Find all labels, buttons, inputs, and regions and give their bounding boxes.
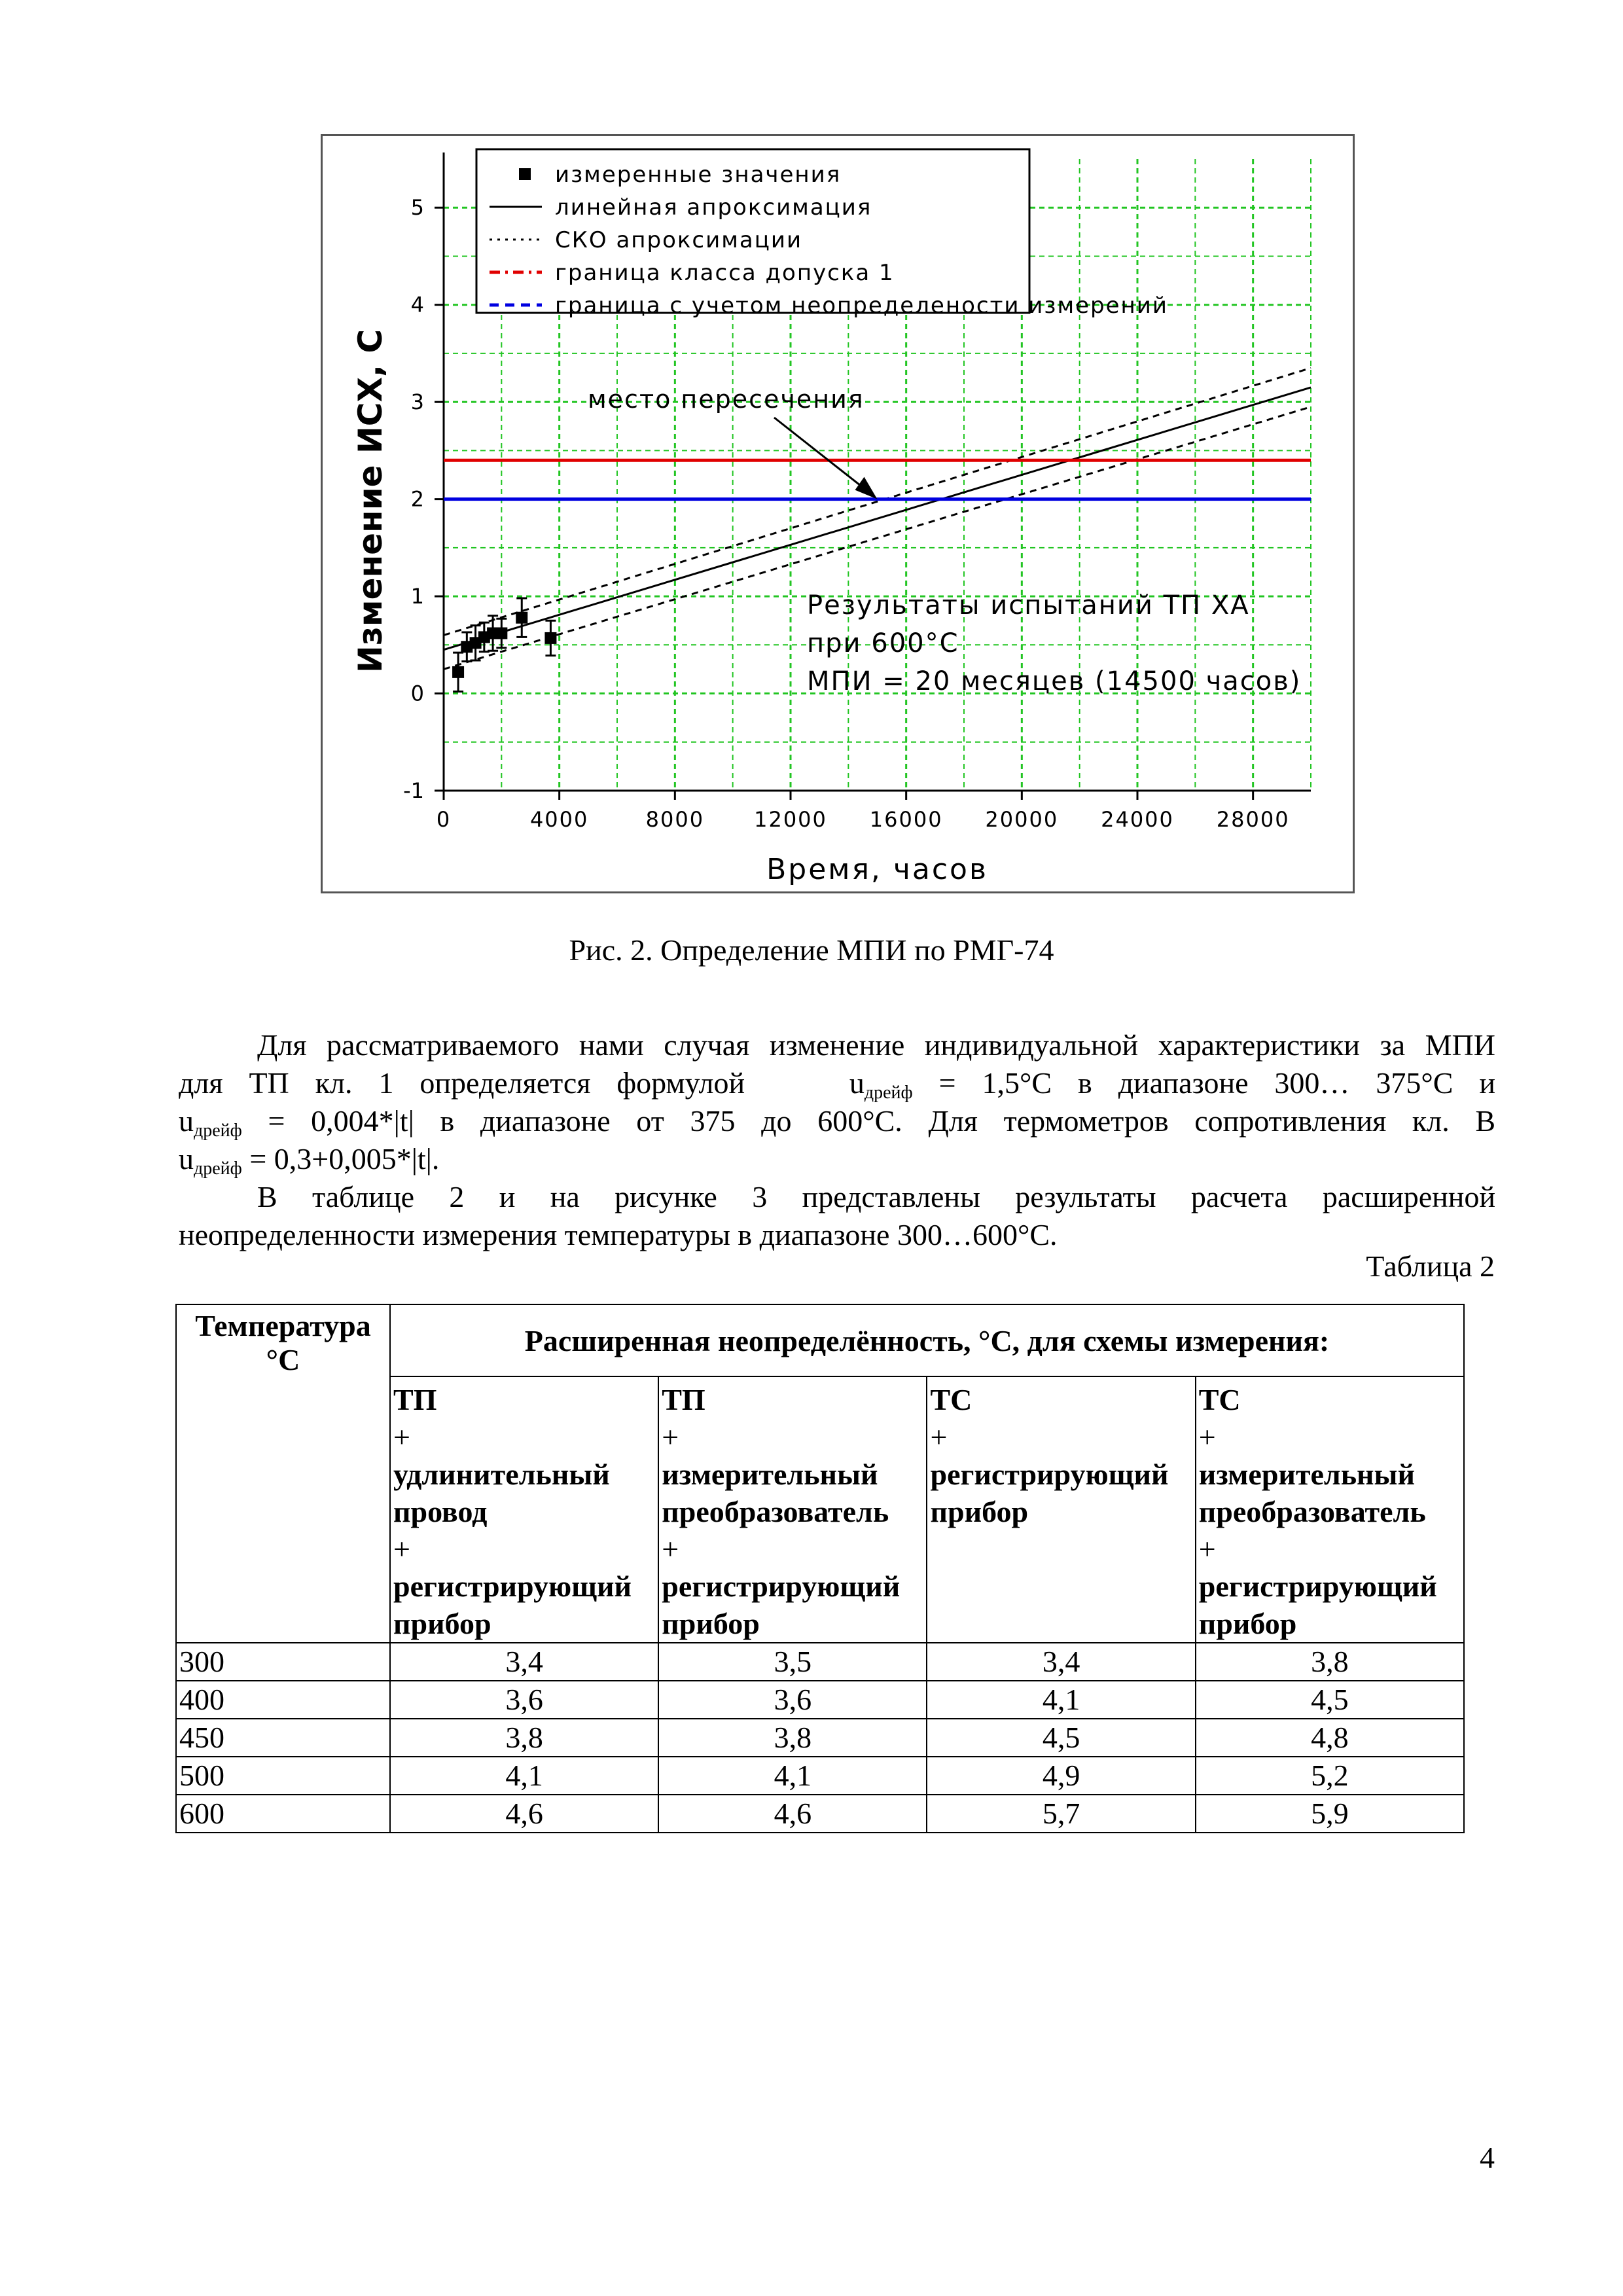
scheme-header-4 bbox=[1196, 1376, 1464, 1643]
scheme-line: регистрирующий bbox=[662, 1570, 901, 1603]
scheme-line: + bbox=[393, 1532, 410, 1566]
scheme-line: регистрирующий bbox=[393, 1570, 632, 1603]
table-row bbox=[176, 1795, 1464, 1833]
table-row bbox=[176, 1681, 1464, 1719]
data-point bbox=[495, 627, 507, 639]
x-tick-label: 28000 bbox=[1216, 807, 1290, 832]
scheme-header-1 bbox=[390, 1376, 658, 1643]
value-cell: 3,4 bbox=[927, 1643, 1195, 1681]
y-tick-label: 3 bbox=[410, 389, 424, 415]
data-point bbox=[516, 612, 527, 624]
scheme-line: регистрирующий bbox=[930, 1458, 1169, 1491]
value-cell: 4,1 bbox=[927, 1681, 1195, 1719]
legend-label: измеренные значения bbox=[555, 162, 842, 188]
temperature-cell: 500 bbox=[176, 1757, 390, 1795]
scheme-line: + bbox=[1198, 1532, 1216, 1566]
figure-caption: Рис. 2. Определение МПИ по РМГ-74 bbox=[569, 933, 1054, 967]
data-point bbox=[544, 632, 556, 644]
temperature-cell: 600 bbox=[176, 1795, 390, 1833]
legend-marker-square bbox=[519, 168, 531, 180]
paragraph-1-line-3: $u_{дрейф} = 0,004*|t|$ в диапазоне от 375 до 600°С. Для термометров сопротивления кл. В bbox=[179, 1104, 1496, 1141]
value-cell: 4,5 bbox=[1196, 1681, 1464, 1719]
intersection-label: место пересечения bbox=[588, 385, 865, 414]
uncertainty-table bbox=[175, 1304, 1465, 1833]
y-axis-label: Изменение ИСХ, С bbox=[351, 329, 389, 673]
value-cell: 4,5 bbox=[927, 1719, 1195, 1757]
scheme-header-2 bbox=[658, 1376, 927, 1643]
scheme-line: + bbox=[930, 1420, 948, 1454]
y-tick-label: 4 bbox=[410, 292, 424, 317]
value-cell: 3,4 bbox=[390, 1643, 658, 1681]
y-tick-label: 5 bbox=[410, 195, 424, 221]
x-axis-label: Время, часов bbox=[766, 853, 988, 886]
value-cell: 3,8 bbox=[1196, 1643, 1464, 1681]
scheme-line: + bbox=[393, 1420, 410, 1454]
result-annotation-line: МПИ = 20 месяцев (14500 часов) bbox=[807, 666, 1302, 696]
legend-label: граница с учетом неопределеноcти измерений bbox=[555, 293, 1168, 319]
legend-label: СКО апроксимации bbox=[555, 227, 803, 253]
scheme-line: ТС bbox=[1198, 1383, 1241, 1416]
x-tick-label: 0 bbox=[436, 807, 452, 832]
scheme-line: преобразователь bbox=[662, 1495, 889, 1528]
paragraph-1-line-2: для ТП кл. 1 определяется формулой $u_{дрейф} = 1,5^\circ С$ в диапазоне 300… 375°С и bbox=[179, 1066, 1495, 1103]
scheme-line: регистрирующий bbox=[1198, 1570, 1437, 1603]
y-tick-label: 0 bbox=[410, 681, 424, 706]
table-row bbox=[176, 1643, 1464, 1681]
paragraph-2-line-2: неопределенности измерения температуры в диапазоне 300…600°С. bbox=[179, 1218, 1058, 1251]
header-expanded-uncertainty: Расширенная неопределённость, °С, для схемы измерения: bbox=[390, 1304, 1464, 1376]
header-temperature: Температура °С bbox=[176, 1304, 390, 1643]
scheme-line: прибор bbox=[930, 1495, 1029, 1528]
legend-label: линейная апроксимация bbox=[555, 194, 872, 221]
result-annotation-line: при 600°С bbox=[807, 628, 959, 658]
scheme-line: преобразователь bbox=[1198, 1495, 1426, 1528]
table-row bbox=[176, 1719, 1464, 1757]
legend-label: граница класса допуска 1 bbox=[555, 260, 895, 286]
value-cell: 3,6 bbox=[658, 1681, 927, 1719]
intersection-arrow-shaft bbox=[774, 418, 870, 493]
table-header-row bbox=[176, 1304, 1464, 1376]
scheme-line: измерительный bbox=[662, 1458, 878, 1491]
paragraph-1-line-1: Для рассматриваемого нами случая изменение индивидуальной характеристики за МПИ bbox=[257, 1028, 1495, 1062]
value-cell: 4,8 bbox=[1196, 1719, 1464, 1757]
scheme-line: провод bbox=[393, 1495, 488, 1528]
temperature-cell: 450 bbox=[176, 1719, 390, 1757]
value-cell: 4,6 bbox=[390, 1795, 658, 1833]
scheme-line: прибор bbox=[1198, 1607, 1297, 1640]
x-tick-label: 24000 bbox=[1101, 807, 1174, 832]
intersection-arrowhead bbox=[855, 477, 878, 499]
value-cell: 3,8 bbox=[390, 1719, 658, 1757]
temperature-cell: 400 bbox=[176, 1681, 390, 1719]
scheme-line: прибор bbox=[662, 1607, 760, 1640]
temperature-cell: 300 bbox=[176, 1643, 390, 1681]
figure-chart bbox=[321, 134, 1355, 893]
scheme-line: ТП bbox=[662, 1383, 705, 1416]
x-tick-label: 8000 bbox=[645, 807, 705, 832]
paragraph-1-line-4: $u_{дрейф} = 0,3+0,005*|t|$. bbox=[179, 1142, 440, 1179]
scheme-line: прибор bbox=[393, 1607, 491, 1640]
scheme-line: + bbox=[662, 1420, 679, 1454]
result-annotation-line: Результаты испытаний ТП ХА bbox=[807, 590, 1250, 620]
x-tick-label: 16000 bbox=[869, 807, 943, 832]
paragraph-2-line-1: В таблице 2 и на рисунке 3 представлены результаты расчета расширенной bbox=[257, 1180, 1495, 1213]
y-tick-label: 2 bbox=[410, 486, 424, 512]
y-tick-label: -1 bbox=[403, 778, 424, 803]
scheme-line: удлинительный bbox=[393, 1458, 610, 1491]
value-cell: 5,9 bbox=[1196, 1795, 1464, 1833]
value-cell: 3,5 bbox=[658, 1643, 927, 1681]
data-point bbox=[452, 666, 464, 678]
scheme-line: + bbox=[1198, 1420, 1216, 1454]
value-cell: 4,1 bbox=[658, 1757, 927, 1795]
x-tick-label: 12000 bbox=[754, 807, 827, 832]
x-tick-label: 20000 bbox=[985, 807, 1059, 832]
scheme-line: ТС bbox=[930, 1383, 972, 1416]
value-cell: 4,6 bbox=[658, 1795, 927, 1833]
table-label: Таблица 2 bbox=[1366, 1249, 1495, 1283]
chart-svg bbox=[323, 136, 1353, 891]
table-row bbox=[176, 1757, 1464, 1795]
value-cell: 5,2 bbox=[1196, 1757, 1464, 1795]
scheme-line: + bbox=[662, 1532, 679, 1566]
x-tick-label: 4000 bbox=[529, 807, 589, 832]
value-cell: 3,6 bbox=[390, 1681, 658, 1719]
value-cell: 3,8 bbox=[658, 1719, 927, 1757]
y-tick-label: 1 bbox=[410, 584, 424, 609]
scheme-line: измерительный bbox=[1198, 1458, 1415, 1491]
scheme-header-3 bbox=[927, 1376, 1195, 1643]
paragraph-1 bbox=[179, 1026, 1495, 1178]
value-cell: 4,1 bbox=[390, 1757, 658, 1795]
value-cell: 4,9 bbox=[927, 1757, 1195, 1795]
scheme-line: ТП bbox=[393, 1383, 437, 1416]
paragraph-2 bbox=[179, 1178, 1495, 1254]
value-cell: 5,7 bbox=[927, 1795, 1195, 1833]
page-number: 4 bbox=[1480, 2141, 1495, 2174]
